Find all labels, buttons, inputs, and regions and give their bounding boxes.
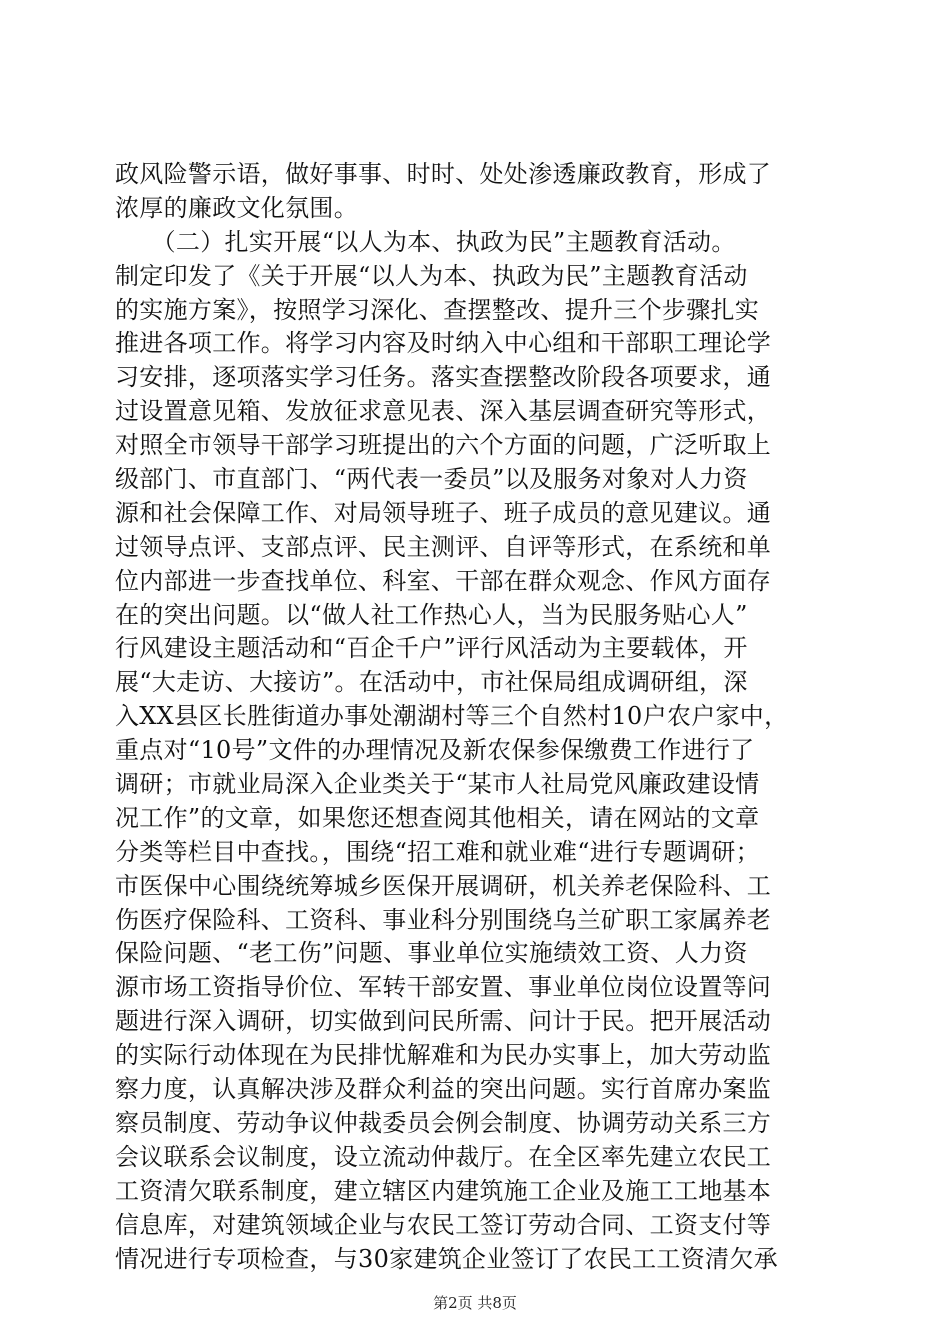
body-line: 题进行深入调研，切实做到问民所需、问计于民。把开展活动 [115,1007,772,1036]
body-line: 行风建设主题活动和“百企千户”评行风活动为主要载体，开 [115,634,748,663]
page-number-footer: 第2页 共8页 [433,1294,517,1312]
body-line: 制定印发了《关于开展“以人为本、执政为民”主题教育活动 [115,261,748,290]
body-line: 位内部进一步查找单位、科室、干部在群众观念、作风方面存 [115,566,772,595]
body-line: 察员制度、劳动争议仲裁委员会例会制度、协调劳动关系三方 [115,1108,772,1137]
body-line: （二）扎实开展“以人为本、执政为民”主题教育活动。 [115,227,736,256]
body-line: 对照全市领导干部学习班提出的六个方面的问题，广泛听取上 [115,431,772,460]
body-line: 在的突出问题。以“做人社工作热心人，当为民服务贴心人” [115,600,748,629]
body-line: 保险问题、“老工伤”问题、事业单位实施绩效工资、人力资 [115,939,748,968]
body-line: 市医保中心围绕统筹城乡医保开展调研，机关养老保险科、工 [115,871,772,900]
body-line: 展“大走访、大接访”。在活动中，市社保局组成调研组，深 [115,668,748,697]
body-line: 的实施方案》，按照学习深化、查摆整改、提升三个步骤扎实 [115,295,760,324]
body-line: 的实际行动体现在为民排忧解难和为民办实事上，加大劳动监 [115,1041,772,1070]
body-line: 源和社会保障工作、对局领导班子、班子成员的意见建议。通 [115,498,772,527]
body-line: 伤医疗保险科、工资科、事业科分别围绕乌兰矿职工家属养老 [115,905,772,934]
body-line: 察力度，认真解决涉及群众利益的突出问题。实行首席办案监 [115,1075,772,1104]
body-line: 推进各项工作。将学习内容及时纳入中心组和干部职工理论学 [115,329,772,358]
body-line: 分类等栏目中查找。，围绕“招工难和就业难“进行专题调研； [115,837,760,866]
body-line: 情况进行专项检查，与30家建筑企业签订了农民工工资清欠承 [115,1244,778,1273]
body-line: 重点对“10号”文件的办理情况及新农保参保缴费工作进行了 [115,736,755,765]
body-line: 工资清欠联系制度，建立辖区内建筑施工企业及施工工地基本 [115,1176,772,1205]
body-line: 会议联系会议制度，设立流动仲裁厅。在全区率先建立农民工 [115,1142,772,1171]
body-line: 浓厚的廉政文化氛围。 [115,193,358,222]
document-body [115,158,840,1276]
body-line: 过领导点评、支部点评、民主测评、自评等形式，在系统和单 [115,532,772,561]
body-line: 过设置意见箱、发放征求意见表、深入基层调查研究等形式， [115,397,772,426]
body-line: 入XX县区长胜街道办事处潮湖村等三个自然村10户农户家中， [115,702,789,731]
body-line: 信息库，对建筑领域企业与农民工签订劳动合同、工资支付等 [115,1210,772,1239]
body-line: 调研；市就业局深入企业类关于“某市人社局党风廉政建设情 [115,770,760,799]
body-line: 级部门、市直部门、“两代表一委员”以及服务对象对人力资 [115,465,748,494]
body-line: 源市场工资指导价位、军转干部安置、事业单位岗位设置等问 [115,973,772,1002]
body-line: 政风险警示语，做好事事、时时、处处渗透廉政教育，形成了 [115,160,772,188]
body-line: 况工作”的文章，如果您还想查阅其他相关，请在网站的文章 [115,803,760,832]
body-line: 习安排，逐项落实学习任务。落实查摆整改阶段各项要求，通 [115,363,772,392]
